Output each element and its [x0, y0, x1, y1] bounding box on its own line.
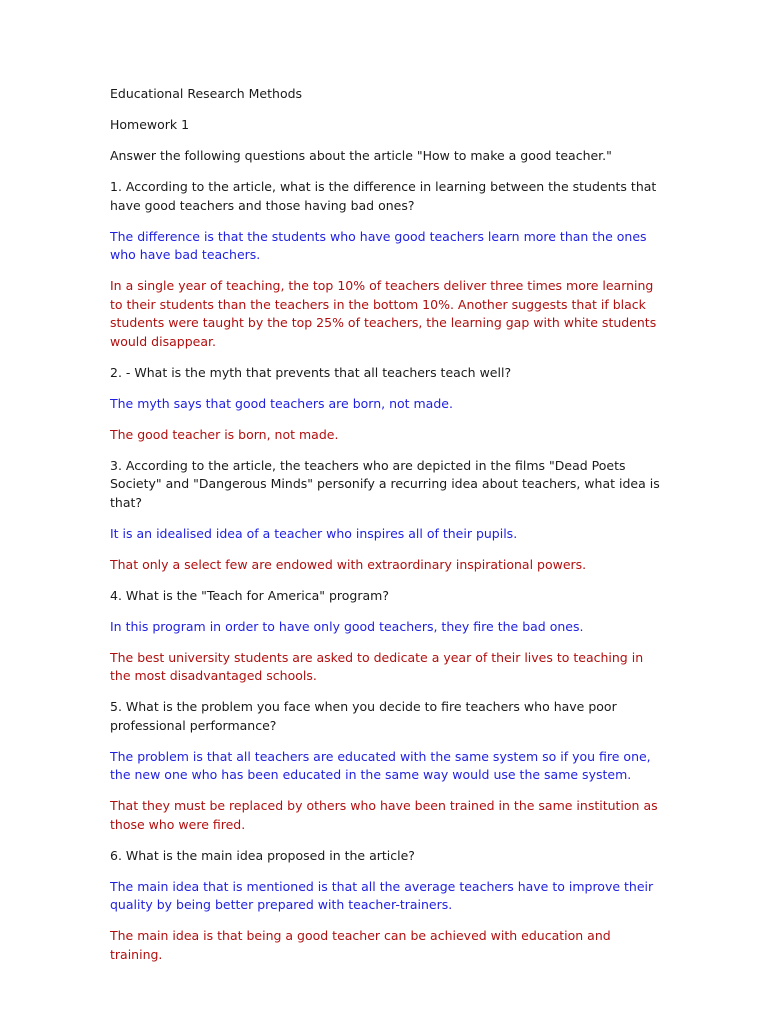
answer-2-red: The good teacher is born, not made. [110, 426, 339, 442]
question-3: 3. According to the article, the teachers who are depicted in the films "Dead Poets Society" and "Dangerous Minds" personify a recurring idea about teachers, what idea is that? [110, 457, 660, 510]
question-1: 1. According to the article, what is the difference in learning between the students that have good teachers and those having bad ones? [110, 179, 657, 213]
answer-5-blue: The problem is that all teachers are educated with the same system so if you fire one, the new one who has been educated in the same way would use the same system. [110, 748, 651, 782]
answer-4-red: The best university students are asked to dedicate a year of their lives to teaching in the most disadvantaged schools. [110, 649, 644, 683]
answer-4-blue: In this program in order to have only good teachers, they fire the bad ones. [110, 618, 584, 634]
answer-6-blue: The main idea that is mentioned is that all the average teachers have to improve their quality by being better prepared with teacher-trainers. [110, 878, 654, 912]
assignment-title: Homework 1 [110, 117, 190, 132]
question-6: 6. What is the main idea proposed in the article? [110, 847, 415, 863]
answer-6-red: The main idea is that being a good teacher can be achieved with education and training. [110, 928, 611, 962]
answer-2-blue: The myth says that good teachers are born, not made. [110, 395, 453, 411]
answer-1-red: In a single year of teaching, the top 10% of teachers deliver three times more learning to their students than the teachers in the bottom 10%. Another suggests that if black students were taught by the top 25% of teachers, the learning gap with white students would disappear. [110, 278, 657, 349]
instructions: Answer the following questions about the article "How to make a good teacher." [110, 148, 612, 163]
course-title: Educational Research Methods [110, 86, 303, 101]
answer-5-red: That they must be replaced by others who have been trained in the same institution as those who were fired. [110, 798, 658, 832]
answer-3-red: That only a select few are endowed with extraordinary inspirational powers. [110, 556, 587, 572]
question-2: 2. - What is the myth that prevents that all teachers teach well? [110, 364, 512, 380]
answer-1-blue: The difference is that the students who have good teachers learn more than the ones who have bad teachers. [110, 228, 647, 262]
answer-3-blue: It is an idealised idea of a teacher who inspires all of their pupils. [110, 525, 518, 541]
question-4: 4. What is the "Teach for America" program? [110, 587, 389, 603]
question-5: 5. What is the problem you face when you decide to fire teachers who have poor professional performance? [110, 699, 617, 733]
